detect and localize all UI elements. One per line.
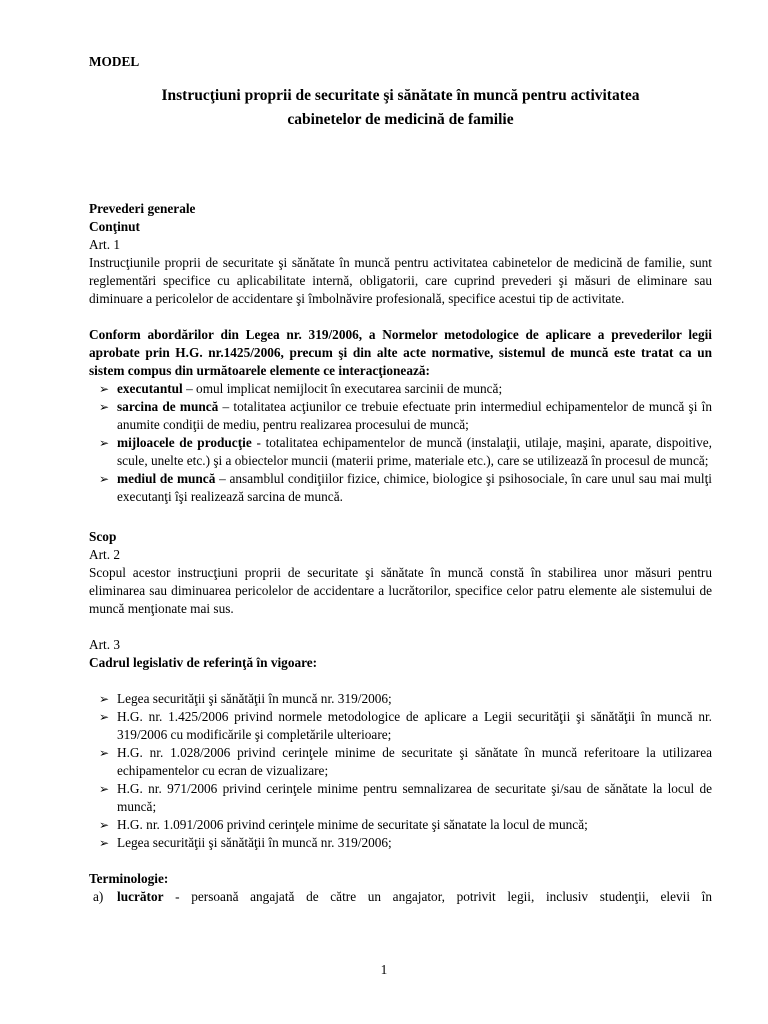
- list-item: [89, 780, 712, 816]
- list-item: [89, 380, 712, 398]
- article-1-label: Art. 1: [89, 237, 121, 252]
- list-item-text: H.G. nr. 1.425/2006 privind normele metodologice de aplicare a Legii securităţii şi sănătăţii în muncă nr. 319/2006 cu modificările şi completările ulterioare;: [117, 709, 712, 742]
- list-item-text: - persoană angajată de către un angajator, potrivit legii, inclusiv studenţii, elevii în: [163, 889, 712, 904]
- arrow-bullet-icon: ➢: [99, 710, 110, 724]
- list-item-text: Legea securităţii şi sănătăţii în muncă nr. 319/2006;: [117, 835, 392, 850]
- list-item-text: – ansamblul condiţiilor fizice, chimice, biologice şi psihosociale, în care unul sau mai mulţi executanţi îşi realizează sarcina de muncă.: [117, 471, 712, 504]
- article-2-paragraph: Scopul acestor instrucţiuni proprii de securitate şi sănătate în muncă constă în stabilirea unor măsuri pentru eliminarea sau diminuarea pericolelor de accidentare a lucrătorilor, specifice celor patru elemente ale sistemului de muncă menţionate mai sus.: [89, 565, 712, 616]
- list-item: [89, 690, 712, 708]
- list-item-text: – omul implicat nemijlocit în executarea sarcinii de muncă;: [182, 381, 503, 396]
- article-1-paragraph: Instrucţiunile proprii de securitate şi sănătate în muncă pentru activitatea cabinetelor de medicină de familie, sunt reglementări specifice cu aplicabilitate internă, obligatorii, care cuprind prevederi şi măsuri de eliminare sau diminuare a pericolelor de accidentare şi îmbolnăvire profesională, specifice acestui tip de activitate.: [89, 255, 712, 306]
- article-3-label: Art. 3: [89, 637, 121, 652]
- arrow-bullet-icon: ➢: [99, 818, 110, 832]
- list-item: [89, 434, 712, 470]
- list-item: [89, 470, 712, 506]
- legislation-list: [89, 690, 712, 852]
- list-item: [89, 744, 712, 780]
- title-line-1: Instrucţiuni proprii de securitate şi sănătate în muncă pentru activitatea: [161, 87, 640, 104]
- terminology-heading: Terminologie:: [89, 871, 169, 886]
- work-system-elements-list: [89, 380, 712, 506]
- document-title: [89, 84, 712, 132]
- list-item-term: executantul: [117, 381, 183, 396]
- list-item-term: mediul de muncă: [117, 471, 216, 486]
- list-item-term: mijloacele de producţie: [117, 435, 252, 450]
- list-item-term: sarcina de muncă: [117, 399, 219, 414]
- arrow-bullet-icon: ➢: [99, 782, 110, 796]
- document-body: [89, 53, 712, 906]
- legislative-framework-heading: Cadrul legislativ de referinţă în vigoare:: [89, 655, 318, 670]
- arrow-bullet-icon: ➢: [99, 400, 110, 414]
- section-heading-scope: Scop: [89, 529, 117, 544]
- work-system-paragraph: Conform abordărilor din Legea nr. 319/2006, a Normelor metodologice de aplicare a prevederilor legii aprobate prin H.G. nr.1425/2006, precum şi din alte acte normative, sistemul de muncă este tratat ca un sistem compus din următoarele elemente ce interacţionează:: [89, 327, 712, 378]
- article-2-label: Art. 2: [89, 547, 121, 562]
- section-heading-general: Prevederi generale: [89, 201, 196, 216]
- list-item: [89, 708, 712, 744]
- arrow-bullet-icon: ➢: [99, 692, 110, 706]
- arrow-bullet-icon: ➢: [99, 836, 110, 850]
- page-number: 1: [380, 962, 388, 977]
- title-line-2: cabinetelor de medicină de familie: [287, 111, 514, 128]
- arrow-bullet-icon: ➢: [99, 382, 110, 396]
- list-item-text: H.G. nr. 1.091/2006 privind cerinţele minime de securitate şi sănatate la locul de muncă;: [117, 817, 588, 832]
- list-item: [89, 398, 712, 434]
- list-item-term: lucrător: [117, 889, 164, 904]
- list-item: [89, 834, 712, 852]
- list-item: [89, 816, 712, 834]
- terminology-list: [89, 888, 712, 906]
- list-item-text: H.G. nr. 971/2006 privind cerinţele minime pentru semnalizarea de securitate şi/sau de sănătate la locul de muncă;: [117, 781, 712, 814]
- arrow-bullet-icon: ➢: [99, 436, 110, 450]
- list-item-text: H.G. nr. 1.028/2006 privind cerinţele minime de securitate şi sănătate în muncă referitoare la utilizarea echipamentelor cu ecran de vizualizare;: [117, 745, 712, 778]
- list-item-text: – totalitatea acţiunilor ce trebuie efectuate prin intermediul echipamentelor de muncă şi în anumite condiţii de mediu, pentru realizarea procesului de muncă;: [117, 399, 712, 432]
- list-item-text: - totalitatea echipamentelor de muncă (instalaţii, utilaje, maşini, aparate, dispoitive, scule, unelte etc.) şi a obiectelor muncii (materii prime, materiale etc.), care se utilizează în procesul de muncă;: [117, 435, 712, 468]
- list-item: [89, 888, 712, 906]
- section-subheading-content: Conţinut: [89, 219, 140, 234]
- arrow-bullet-icon: ➢: [99, 472, 110, 486]
- model-label: MODEL: [89, 54, 140, 69]
- list-item-text: Legea securităţii şi sănătăţii în muncă nr. 319/2006;: [117, 691, 392, 706]
- arrow-bullet-icon: ➢: [99, 746, 110, 760]
- list-marker: a): [93, 889, 104, 904]
